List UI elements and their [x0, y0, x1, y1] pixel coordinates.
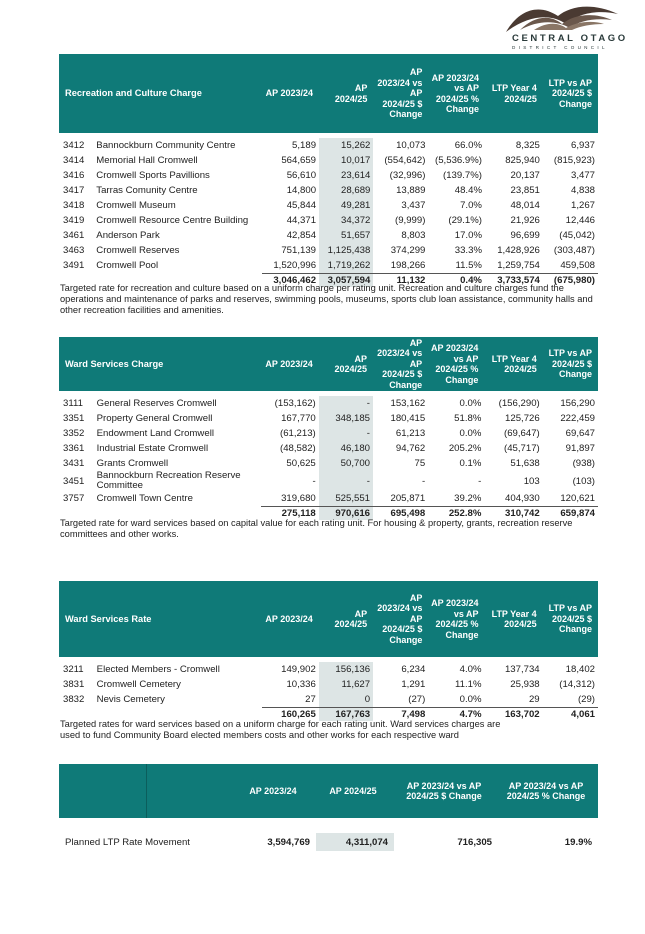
cell-value: (139.7%) — [443, 170, 482, 181]
col-header: LTP vs AP 2024/25 $ Change — [543, 54, 598, 133]
col-header: LTP Year 4 2024/25 — [484, 337, 542, 391]
cell-value: 11.5% — [455, 260, 482, 271]
cell-value: 120,621 — [560, 493, 595, 504]
cell-value: 8,803 — [401, 230, 426, 241]
col-header: AP 2023/24 vs AP 2024/25 $ Change — [373, 337, 428, 391]
cell-value: 459,508 — [560, 260, 595, 271]
cell-value: 198,266 — [390, 260, 426, 271]
row-code: 3461 — [63, 230, 85, 241]
col-header: AP 2024/25 — [316, 764, 394, 818]
row-name: Bannockburn Recreation Reserve Committee — [96, 470, 241, 491]
row-code: 3351 — [63, 413, 85, 424]
cell-value: 1,125,438 — [319, 243, 373, 258]
cell-value: 6,234 — [401, 664, 426, 675]
table-row — [59, 213, 598, 228]
col-header: AP 2023/24 vs AP 2024/25 % Change — [428, 337, 484, 391]
row-code: 3417 — [63, 185, 85, 196]
cell-value: 61,213 — [395, 428, 426, 439]
cell-value: 137,734 — [504, 664, 540, 675]
total-value: (675,980) — [543, 274, 598, 288]
cell-value: 23,614 — [319, 168, 373, 183]
total-value: 252.8% — [428, 507, 484, 521]
cell-value: 11.1% — [455, 679, 482, 690]
cell-value: 14,800 — [286, 185, 317, 196]
row-name: General Reserves Cromwell — [96, 398, 217, 409]
row-code: 3757 — [63, 493, 85, 505]
row-name: Tarras Comunity Centre — [96, 185, 198, 196]
cell-value: 48,014 — [510, 200, 540, 211]
table-row — [59, 138, 598, 153]
total-value: 7,498 — [373, 708, 428, 722]
total-value: 11,132 — [373, 274, 428, 288]
cell-value: 319,680 — [281, 493, 316, 504]
row-name: Bannockburn Community Centre — [96, 140, 236, 151]
cell-value: 94,762 — [395, 443, 426, 454]
cell-value: - — [422, 475, 426, 487]
cell-value: 10,336 — [286, 679, 316, 690]
cell-value: 0.1% — [459, 458, 482, 469]
cell-value: 205.2% — [448, 443, 482, 454]
col-header: AP 2024/25 — [319, 581, 373, 657]
total-value: 4.7% — [428, 708, 484, 722]
col-header: AP 2023/24 vs AP 2024/25 $ Change — [394, 764, 498, 818]
cell-value: 3,594,769 — [267, 836, 310, 848]
col-header: AP 2023/24 vs AP 2024/25 % Change — [428, 581, 484, 657]
table-row — [59, 692, 598, 708]
row-code: 3831 — [63, 679, 85, 690]
cell-value: 21,926 — [510, 215, 540, 226]
cell-value: 103 — [523, 475, 540, 487]
table-row — [59, 243, 598, 258]
cell-value: 18,402 — [565, 664, 595, 675]
col-header: AP 2023/24 — [262, 54, 319, 133]
cell-value: 0.0% — [459, 694, 482, 705]
cell-value: (303,487) — [553, 245, 595, 256]
cell-value: 1,267 — [570, 200, 595, 211]
recreation-note: Targeted rate for recreation and culture based on a uniform charge per rating unit. Recreation and culture charges fund the operations and maintenance of parks and reserves, swimming pools, museums, sports club loan assistance, community halls and other recreation facilities and amenities. — [60, 283, 593, 316]
cell-value: 39.2% — [454, 493, 482, 504]
ward-rate-note: Targeted rates for ward services based on a uniform charge for each rating unit. Ward services charges are used to fund Community Board elected members costs and other works for each respective ward — [60, 719, 501, 741]
movement-label: Planned LTP Rate Movement — [65, 836, 190, 848]
col-header: LTP Year 4 2024/25 — [485, 581, 543, 657]
row-code: 3451 — [63, 475, 85, 487]
cell-value: 51.8% — [454, 413, 482, 424]
col-header: LTP Year 4 2024/25 — [485, 54, 543, 133]
cell-value: (27) — [408, 694, 426, 705]
logo-title: CENTRAL OTAGO — [512, 33, 628, 44]
cell-value: 0.0% — [459, 398, 482, 409]
cell-value: 4,838 — [570, 185, 595, 196]
total-value: 970,616 — [319, 507, 373, 521]
cell-value: 3,477 — [570, 170, 595, 181]
blank-header — [59, 764, 146, 818]
total-value: 275,118 — [261, 507, 318, 521]
row-code: 3111 — [63, 398, 83, 409]
cell-value: (938) — [572, 458, 595, 469]
cell-value: 149,902 — [281, 664, 316, 675]
table-row — [59, 396, 598, 411]
table-row — [59, 833, 598, 851]
row-name: Elected Members - Cromwell — [96, 664, 220, 675]
cell-value: 34,372 — [319, 213, 373, 228]
row-name: Cromwell Resource Centre Building — [96, 215, 249, 226]
row-name: Memorial Hall Cromwell — [96, 155, 198, 166]
row-name: Property General Cromwell — [96, 413, 213, 424]
cell-value: 404,930 — [505, 493, 540, 504]
table-row — [59, 198, 598, 213]
total-value: 163,702 — [485, 708, 543, 722]
row-name: Anderson Park — [96, 230, 160, 241]
row-name: Grants Cromwell — [96, 458, 169, 469]
table-row — [59, 471, 598, 491]
cell-value: - — [319, 426, 373, 441]
table-row — [59, 411, 598, 426]
cell-value: (45,042) — [559, 230, 595, 241]
row-code: 3352 — [63, 428, 85, 439]
cell-value: 56,610 — [286, 170, 317, 181]
table-row — [59, 258, 598, 274]
cell-value: 5,189 — [292, 140, 317, 151]
cell-value: 49,281 — [319, 198, 373, 213]
table-row — [59, 426, 598, 441]
row-name: Endowment Land Cromwell — [96, 428, 214, 439]
row-code: 3491 — [63, 260, 85, 272]
cell-value: 180,415 — [390, 413, 426, 424]
total-value: 0.4% — [428, 274, 485, 288]
row-code: 3431 — [63, 458, 85, 469]
cell-value: 27 — [305, 694, 316, 705]
cell-value: - — [478, 475, 482, 487]
col-header: AP 2023/24 vs AP 2024/25 $ Change — [373, 54, 428, 133]
row-code: 3361 — [63, 443, 85, 454]
cell-value: - — [319, 396, 373, 411]
cell-value: 11,627 — [319, 677, 373, 692]
movement-table — [59, 764, 598, 851]
row-code: 3463 — [63, 245, 85, 256]
cell-value: (9,999) — [395, 215, 426, 226]
cell-value: - — [312, 475, 316, 487]
total-value: 3,046,462 — [262, 274, 319, 288]
col-header: LTP vs AP 2024/25 $ Change — [543, 581, 598, 657]
cell-value: - — [319, 471, 373, 491]
cell-value: 348,185 — [319, 411, 373, 426]
cell-value: 51,657 — [319, 228, 373, 243]
cell-value: 51,638 — [510, 458, 540, 469]
cell-value: (14,312) — [559, 679, 595, 690]
cell-value: 33.3% — [454, 245, 482, 256]
row-code: 3418 — [63, 200, 85, 211]
cell-value: (29.1%) — [448, 215, 482, 226]
cell-value: 46,180 — [319, 441, 373, 456]
cell-value: 45,844 — [286, 200, 317, 211]
cell-value: 153,162 — [390, 398, 426, 409]
table-title: Recreation and Culture Charge — [59, 54, 262, 133]
cell-value: 205,871 — [390, 493, 426, 504]
cell-value: 167,770 — [281, 413, 316, 424]
cell-value: 96,699 — [510, 230, 540, 241]
table-row — [59, 456, 598, 471]
cell-value: 0 — [319, 692, 373, 708]
total-value: 3,733,574 — [485, 274, 543, 288]
row-code: 3211 — [63, 664, 84, 675]
recreation-table — [59, 54, 598, 287]
cell-value: (61,213) — [280, 428, 316, 439]
cell-value: 716,305 — [457, 836, 492, 848]
cell-value: (69,647) — [504, 428, 540, 439]
cell-value: 1,428,926 — [497, 245, 540, 256]
cell-value: 10,017 — [319, 153, 373, 168]
col-header: AP 2023/24 vs AP 2024/25 % Change — [498, 764, 598, 818]
cell-value: 564,659 — [281, 155, 317, 166]
row-code: 3414 — [63, 155, 85, 166]
cell-value: 6,937 — [570, 140, 595, 151]
cell-value: 75 — [414, 458, 426, 469]
cell-value: 10,073 — [396, 140, 426, 151]
cell-value: 525,551 — [319, 491, 373, 507]
row-name: Nevis Cemetery — [96, 694, 165, 706]
row-name: Cromwell Cemetery — [96, 679, 181, 690]
cell-value: 20,137 — [510, 170, 540, 181]
cell-value: 48.4% — [454, 185, 482, 196]
cell-value: (32,996) — [389, 170, 426, 181]
total-value: 695,498 — [373, 507, 428, 521]
table-row — [59, 183, 598, 198]
cell-value: 222,459 — [560, 413, 595, 424]
cell-value: 1,719,262 — [319, 258, 373, 274]
row-name: Industrial Estate Cromwell — [96, 443, 209, 454]
total-value: 310,742 — [484, 507, 542, 521]
cell-value: (103) — [572, 475, 595, 487]
col-header: LTP vs AP 2024/25 $ Change — [543, 337, 598, 391]
cell-value: 23,851 — [510, 185, 540, 196]
cell-value: 125,726 — [505, 413, 540, 424]
cell-value: (29) — [577, 694, 595, 705]
cell-value: 29 — [528, 694, 540, 705]
cell-value: 17.0% — [454, 230, 482, 241]
table-row — [59, 441, 598, 456]
col-header: AP 2024/25 — [319, 54, 373, 133]
col-header: AP 2023/24 — [234, 764, 316, 818]
cell-value: 7.0% — [460, 200, 482, 211]
cell-value: 825,940 — [505, 155, 540, 166]
cell-value: 44,371 — [286, 215, 317, 226]
total-value: 167,763 — [319, 708, 373, 722]
cell-value: 0.0% — [459, 428, 482, 439]
cell-value: (815,923) — [553, 155, 595, 166]
cell-value: (5,536.9%) — [435, 155, 482, 166]
cell-value: 3,437 — [401, 200, 426, 211]
total-value: 659,874 — [543, 507, 598, 521]
col-header: AP 2024/25 — [319, 337, 373, 391]
cell-value: 1,259,754 — [497, 260, 540, 271]
cell-value: 15,262 — [319, 138, 373, 153]
table-row — [59, 491, 598, 507]
cell-value: 8,325 — [515, 140, 540, 151]
cell-value: 28,689 — [319, 183, 373, 198]
cell-value: (156,290) — [498, 398, 540, 409]
cell-value: 19.9% — [564, 836, 592, 848]
row-name: Cromwell Pool — [96, 260, 159, 272]
row-name: Cromwell Reserves — [96, 245, 180, 256]
ward-rate-table — [59, 581, 598, 721]
row-name: Cromwell Town Centre — [96, 493, 193, 505]
col-header: AP 2023/24 vs AP 2024/25 % Change — [428, 54, 485, 133]
cell-value: 50,625 — [286, 458, 316, 469]
logo-subtitle: DISTRICT COUNCIL — [512, 45, 608, 50]
table-row — [59, 228, 598, 243]
cell-value: 50,700 — [319, 456, 373, 471]
col-header: AP 2023/24 — [262, 581, 319, 657]
total-value: 4,061 — [543, 708, 598, 722]
cell-value: 91,897 — [565, 443, 595, 454]
cell-value: 156,290 — [560, 398, 595, 409]
cell-value: 66.0% — [454, 140, 482, 151]
cell-value: (153,162) — [274, 398, 316, 409]
cell-value: (48,582) — [280, 443, 316, 454]
row-name: Cromwell Sports Pavillions — [96, 170, 210, 181]
ward-charge-note: Targeted rate for ward services based on capital value for each rating unit. For housing & property, grants, recreation reserve committees and other works. — [60, 518, 573, 540]
cell-value: 1,291 — [401, 679, 426, 690]
table-title: Ward Services Rate — [59, 581, 262, 657]
cell-value: 156,136 — [319, 662, 373, 677]
col-header: AP 2023/24 — [261, 337, 318, 391]
cell-value: 751,139 — [281, 245, 317, 256]
cell-value: 25,938 — [510, 679, 540, 690]
ward-charge-table — [59, 337, 598, 520]
table-row — [59, 153, 598, 168]
row-name: Cromwell Museum — [96, 200, 176, 211]
cell-value: 13,889 — [396, 185, 426, 196]
table-row — [59, 677, 598, 692]
total-value: 160,265 — [262, 708, 319, 722]
table-row — [59, 168, 598, 183]
cell-value: (554,642) — [384, 155, 426, 166]
cell-value: 42,854 — [286, 230, 317, 241]
cell-value: 4,311,074 — [316, 833, 394, 851]
cell-value: 374,299 — [390, 245, 426, 256]
cell-value: 12,446 — [565, 215, 595, 226]
cell-value: 69,647 — [565, 428, 595, 439]
row-code: 3419 — [63, 215, 85, 226]
cell-value: 1,520,996 — [273, 260, 317, 271]
row-code: 3832 — [63, 694, 85, 706]
cell-value: 4.0% — [459, 664, 482, 675]
row-code: 3412 — [63, 140, 85, 151]
total-value: 3,057,594 — [319, 274, 373, 288]
col-header: AP 2023/24 vs AP 2024/25 $ Change — [373, 581, 428, 657]
table-title: Ward Services Charge — [59, 337, 261, 391]
blank-header — [146, 764, 234, 818]
row-code: 3416 — [63, 170, 85, 181]
cell-value: (45,717) — [504, 443, 540, 454]
table-row — [59, 662, 598, 677]
